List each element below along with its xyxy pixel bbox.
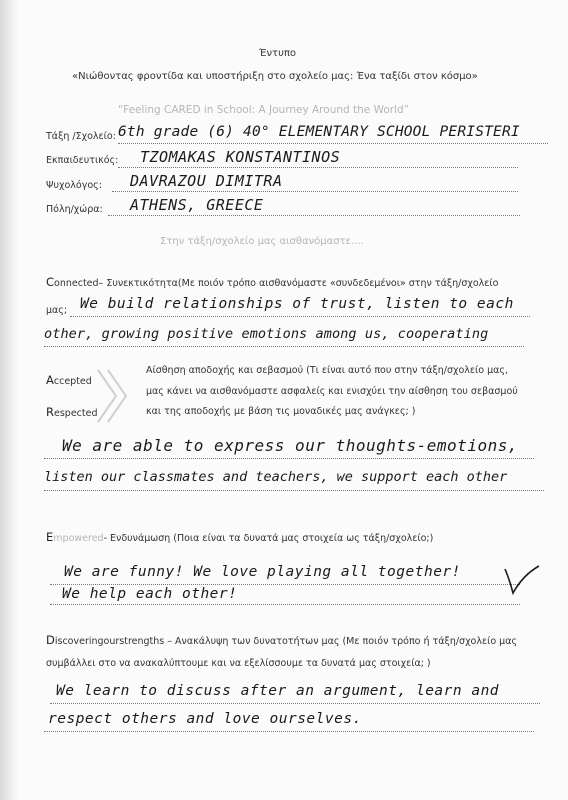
form-title-greek: «Νιώθοντας φροντίδα και υποστήριξη στο σχολείο μας: Ένα ταξίδι στον κόσμο»	[72, 71, 478, 82]
accepted-answer-line2: listen our classmates and teachers, we support each other	[44, 469, 508, 485]
psychologist-line	[112, 191, 518, 192]
empowered-answer-line1: We are funny! We love playing all together!	[64, 564, 461, 580]
form-title-english: “Feeling CARED in School: A Journey Around the World”	[118, 104, 410, 116]
connected-prompt	[46, 275, 498, 289]
city-line	[108, 215, 520, 216]
page-fold-shadow	[0, 0, 18, 800]
discovering-prompt	[46, 633, 517, 647]
respected-word: espected	[54, 408, 98, 419]
form-label: Έντυπο	[259, 48, 296, 59]
discovering-initial: D	[46, 633, 55, 647]
connected-initial: C	[46, 275, 55, 289]
connected-answer-line2: other, growing positive emotions among us, cooperating	[44, 326, 489, 342]
empowered-word: mpowered	[53, 533, 104, 544]
psychologist-value: DAVRAZOU DIMITRA	[130, 172, 283, 190]
discovering-answer-line1: We learn to discuss after an argument, learn and	[56, 683, 500, 699]
accepted-line2	[44, 490, 544, 491]
intro-text: Στην τάξη/σχολείο μας αισθανόμαστε....	[160, 236, 364, 247]
class-value: 6th grade (6) 40° ELEMENTARY SCHOOL PERISTERI	[118, 124, 520, 140]
accepted-word: ccepted	[53, 376, 92, 387]
accepted-line1	[44, 458, 534, 459]
accepted-answer-line1: We are able to express our thoughts-emotions,	[62, 436, 518, 455]
connected-prompt-cont: μας;	[46, 305, 68, 316]
bracket-arrow-icon	[94, 368, 130, 424]
respected-label	[46, 405, 98, 419]
connected-answer-line1: We build relationships of trust, listen to each	[80, 296, 514, 312]
empowered-line1	[50, 584, 520, 585]
discovering-line1	[50, 703, 540, 704]
teacher-line	[118, 167, 518, 168]
discovering-line2	[44, 731, 534, 732]
accepted-label	[46, 373, 92, 387]
teacher-label: Εκπαιδευτικός:	[46, 155, 119, 166]
checkmark-icon	[501, 563, 541, 599]
accepted-initial: A	[46, 373, 54, 387]
accepted-prompt-line2: μας κάνει να αισθανόμαστε ασφαλείς και ενισχύει την αίσθηση του σεβασμού	[146, 386, 518, 397]
teacher-value: TZOMAKAS KONSTANTINOS	[140, 148, 341, 166]
class-line	[118, 143, 548, 144]
discovering-answer-line2: respect others and love ourselves.	[48, 711, 362, 727]
empowered-prompt	[46, 530, 433, 544]
empowered-prompt-text: - Ενδυνάμωση (Ποια είναι τα δυνατά μας στοιχεία ως τάξη/σχολείο;)	[103, 533, 434, 544]
empowered-initial: E	[46, 530, 54, 544]
connected-line2	[44, 346, 524, 347]
connected-line1	[70, 316, 530, 317]
class-label: Τάξη /Σχολείο:	[46, 131, 116, 142]
discovering-prompt-line2: συμβάλλει στο να ανακαλύπτουμε και να εξελίσσουμε τα δυνατά μας στοιχεία; )	[46, 658, 431, 669]
accepted-prompt-line3: και της αποδοχής με βάση τις μοναδικές μας ανάγκες; )	[146, 406, 416, 417]
connected-prompt-text: onnected– Συνεκτικότητα(Με ποιόν τρόπο αισθανόμαστε «συνδεδεμένοι» στην τάξη/σχολείο	[54, 278, 499, 289]
accepted-prompt-line1: Αίσθηση αποδοχής και σεβασμού (Τι είναι αυτό που στην τάξη/σχολείο μας,	[146, 365, 508, 376]
psychologist-label: Ψυχολόγος:	[46, 180, 102, 191]
empowered-answer-line2: We help each other!	[62, 586, 238, 602]
city-value: ATHENS, GREECE	[130, 196, 264, 214]
discovering-prompt-text: iscoveringourstrengths – Ανακάλυψη των δυνατοτήτων μας (Με ποιόν τρόπο ή τάξη/σχολείο μας	[54, 636, 518, 647]
city-label: Πόλη/χώρα:	[46, 204, 103, 215]
respected-initial: R	[46, 405, 54, 419]
empowered-line2	[50, 604, 520, 605]
